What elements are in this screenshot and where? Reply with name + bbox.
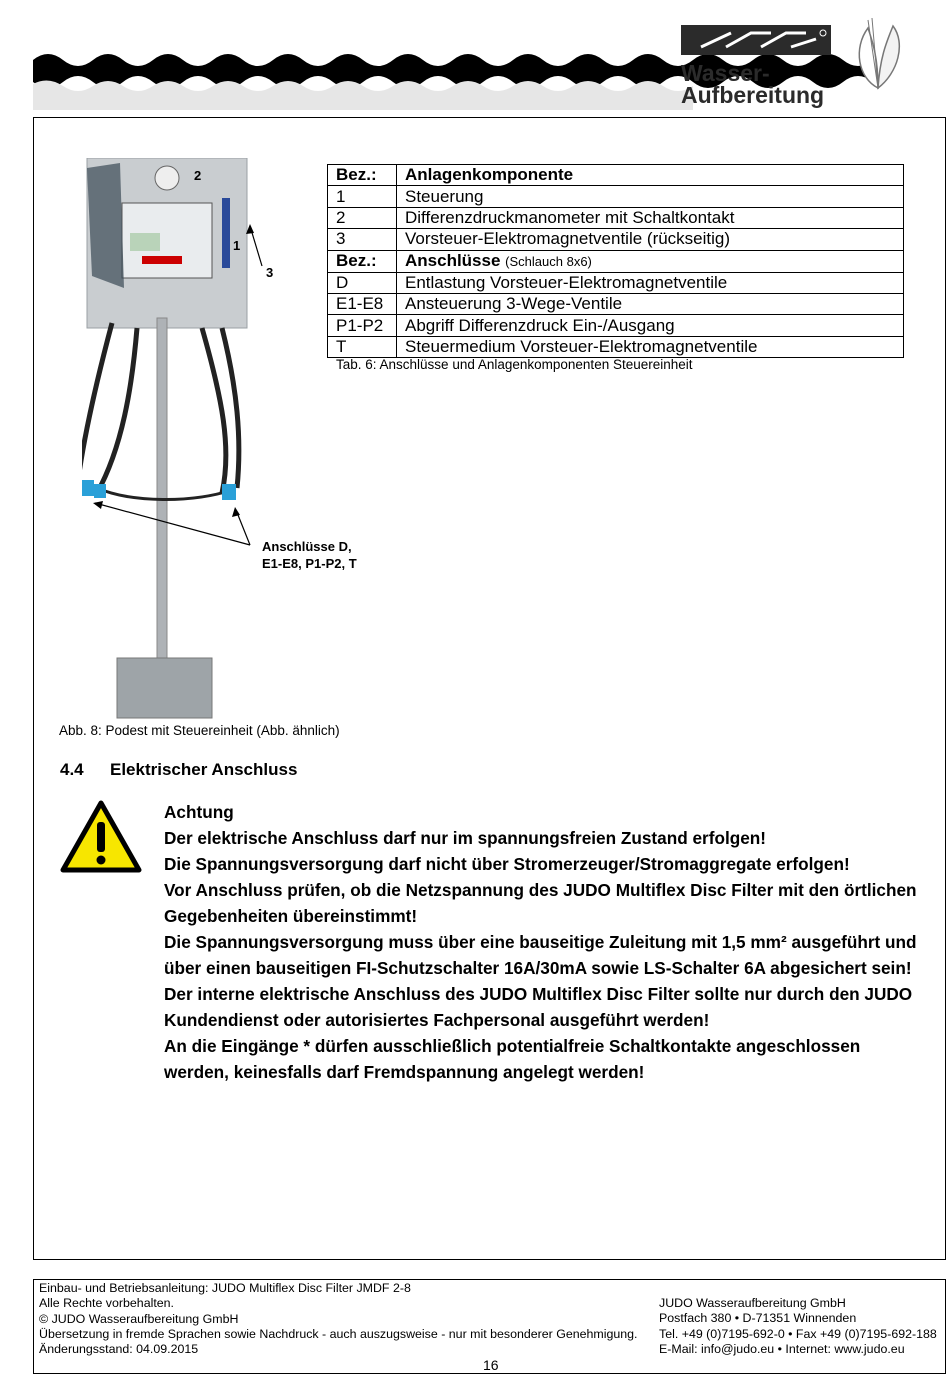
footer-right-line: Tel. +49 (0)7195-692-0 • Fax +49 (0)7195-692-188	[659, 1326, 937, 1341]
callout-arrows	[90, 220, 270, 550]
legend-value-cell	[397, 165, 904, 186]
warning-line: An die Eingänge * dürfen ausschließlich potentialfreie Schaltkontakte angeschlossen werden, keinesfalls darf Fremdspannung angelegt werden!	[164, 1036, 861, 1082]
legend-row	[328, 336, 904, 357]
warning-line: Die Spannungsversorgung muss über eine bauseitige Zuleitung mit 1,5 mm² ausgeführt und über einen bauseitigen FI-Schutzschalter 16A/30mA sowie LS-Schalter 6A abgesichert sein!	[164, 932, 917, 978]
judo-wordmark-icon	[681, 25, 831, 55]
legend-row	[328, 272, 904, 293]
legend-key-cell: P1-P2	[328, 315, 397, 336]
section-number: 4.4	[60, 760, 84, 779]
legend-value-text: Steuermedium Vorsteuer-Elektromagnetventile	[405, 336, 758, 356]
legend-row	[328, 293, 904, 314]
legend-value-text: Entlastung Vorsteuer-Elektromagnetventile	[405, 272, 728, 292]
section-title: Elektrischer Anschluss	[110, 760, 298, 779]
legend-table	[327, 164, 904, 358]
callout-1: 1	[233, 238, 241, 253]
page-number: 16	[483, 1357, 499, 1373]
legend-key-cell: E1-E8	[328, 293, 397, 314]
legend-key-cell: D	[328, 272, 397, 293]
section-heading	[60, 760, 297, 780]
legend-value-cell	[397, 250, 904, 272]
butterfly-icon	[848, 18, 908, 98]
legend-value-text: Abgriff Differenzdruck Ein-/Ausgang	[405, 315, 675, 335]
legend-value-text: Steuerung	[405, 186, 484, 206]
logo-line-2: Aufbereitung	[681, 82, 825, 108]
legend-value-text: Anschlüsse	[405, 250, 501, 270]
footer-left-line: © JUDO Wasseraufbereitung GmbH	[39, 1311, 239, 1326]
legend-key-cell: 3	[328, 229, 397, 250]
legend-value-cell	[397, 186, 904, 207]
callout-3: 3	[266, 265, 274, 280]
warning-triangle-icon	[60, 800, 142, 874]
legend-value-note: (Schlauch 8x6)	[505, 253, 592, 269]
legend-value-text: Anlagenkomponente	[405, 165, 574, 185]
warning-line: Der interne elektrische Anschluss des JUDO Multiflex Disc Filter sollte nur durch den JUDO Kundendienst oder autorisiertes Fachpersonal ausgeführt werden!	[164, 984, 913, 1030]
footer-right-line: JUDO Wasseraufbereitung GmbH	[659, 1296, 846, 1310]
connections-label-line-1: Anschlüsse D,	[262, 539, 352, 554]
legend-row	[328, 315, 904, 336]
legend-key-cell: 1	[328, 186, 397, 207]
warning-text	[164, 799, 924, 1085]
legend-value-cell	[397, 315, 904, 336]
footer-left-line: Einbau- und Betriebsanleitung: JUDO Multiflex Disc Filter JMDF 2-8	[39, 1281, 411, 1295]
logo-line-1: Wasser-	[681, 60, 770, 86]
warning-line: Vor Anschluss prüfen, ob die Netzspannung des JUDO Multiflex Disc Filter mit den örtlichen Gegebenheiten übereinstimmt!	[164, 880, 917, 926]
footer-left	[39, 1281, 638, 1357]
legend-key-cell: Bez.:	[328, 250, 397, 272]
warning-line: Die Spannungsversorgung darf nicht über Stromerzeuger/Stromaggregate erfolgen!	[164, 854, 850, 874]
legend-value-cell	[397, 293, 904, 314]
legend-value-cell	[397, 229, 904, 250]
legend-value-text: Vorsteuer-Elektromagnetventile (rückseitig)	[405, 229, 731, 249]
legend-row	[328, 250, 904, 272]
footer-left-line: Übersetzung in fremde Sprachen sowie Nachdruck - auch auszugsweise - nur mit besonderer Genehmigung.	[39, 1326, 638, 1341]
judo-logo	[681, 25, 831, 55]
arrow-connections-left	[95, 503, 250, 545]
warning-line: Der elektrische Anschluss darf nur im spannungsfreien Zustand erfolgen!	[164, 828, 767, 848]
legend-key-cell: Bez.:	[328, 165, 397, 186]
connections-label	[262, 538, 357, 572]
legend-value-text: Ansteuerung 3-Wege-Ventile	[405, 294, 623, 314]
legend-row	[328, 186, 904, 207]
warning-heading: Achtung	[164, 802, 234, 822]
footer-right-line: Postfach 380 • D-71351 Winnenden	[659, 1311, 857, 1326]
legend-row	[328, 165, 904, 186]
legend-key-cell: 2	[328, 207, 397, 228]
figure-caption: Abb. 8: Podest mit Steuereinheit (Abb. ähnlich)	[59, 723, 340, 738]
callout-2: 2	[194, 168, 202, 183]
legend-value-cell	[397, 336, 904, 357]
legend-value-text: Differenzdruckmanometer mit Schaltkontakt	[405, 207, 735, 227]
logo-text	[681, 62, 824, 106]
legend-value-cell	[397, 207, 904, 228]
table-caption: Tab. 6: Anschlüsse und Anlagenkomponenten Steuereinheit	[336, 357, 693, 372]
connections-label-line-2: E1-E8, P1-P2, T	[262, 556, 357, 571]
footer-right	[659, 1296, 937, 1357]
legend-table-body	[328, 165, 904, 358]
legend-value-cell	[397, 272, 904, 293]
footer-right-line: E-Mail: info@judo.eu • Internet: www.judo.eu	[659, 1341, 905, 1356]
footer-left-line: Alle Rechte vorbehalten.	[39, 1296, 175, 1311]
legend-row	[328, 207, 904, 228]
footer-left-line: Änderungsstand: 04.09.2015	[39, 1342, 199, 1357]
legend-row	[328, 229, 904, 250]
legend-key-cell: T	[328, 336, 397, 357]
